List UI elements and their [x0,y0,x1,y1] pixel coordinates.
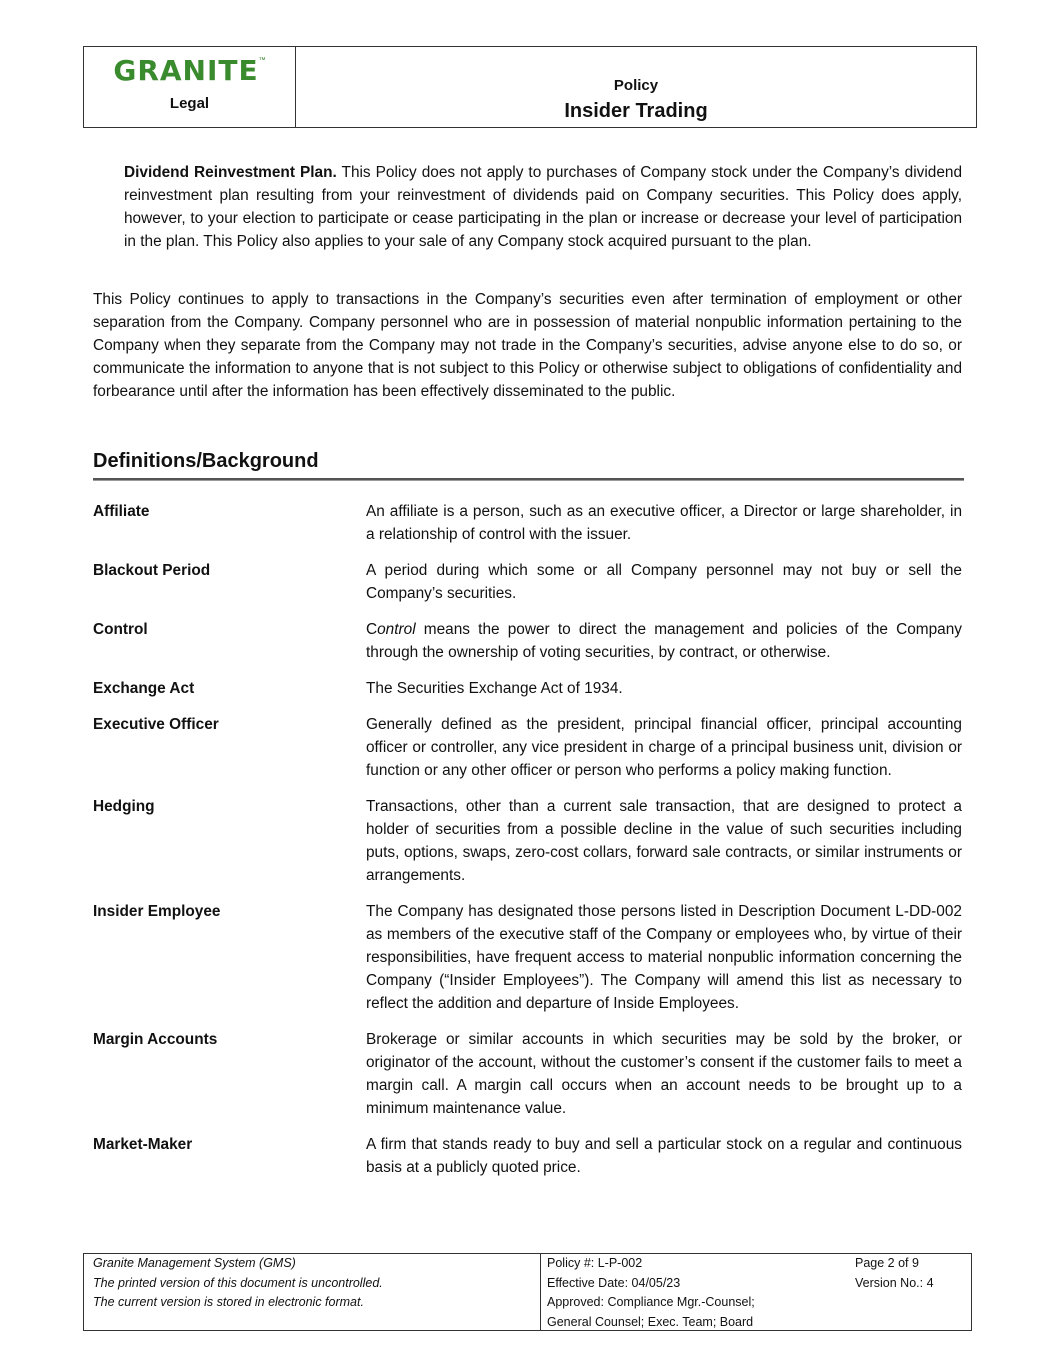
header-left-cell [84,47,296,127]
footer-approved-line2: General Counsel; Exec. Team; Board [547,1314,754,1329]
footer-policy-number: Policy #: L-P-002 [547,1256,643,1270]
footer-approved-line1: Approved: Compliance Mgr.-Counsel; [547,1295,755,1309]
paragraph-body: This Policy does not apply to purchases of Company stock under the Company’s dividend reinvestment plan resulting from your reinvestment of dividends paid on Company securities. This Policy does apply, however, to your election to participate or cease participating in the plan or increase or decrease your level of participation in the plan. This Policy also applies to your sale of any Company stock acquired pursuant to the plan. [124,164,963,250]
footer-policy-info [541,1254,855,1330]
footer-uncontrolled-note: The printed version of this document is uncontrolled. [93,1275,383,1290]
definition-text [366,618,962,664]
footer-effective-date: Effective Date: 04/05/23 [547,1275,681,1290]
definition-text: A period during which some or all Company personnel may not buy or sell the Company’s securities. [366,562,962,602]
definition-text: Transactions, other than a current sale transaction, that are designed to protect a holder of securities from a possible decline in the value of such securities including puts, options, swaps, zero-cost collars, forward sale contracts, or similar instruments or arrangements. [366,798,962,884]
definition-text: The Company has designated those persons listed in Description Document L-DD-002 as members of the executive staff of the Company or employees who, by virtue of their responsibilities, have frequent access to material nonpublic information concerning the Company (“Insider Employees”). The Company will amend this list as necessary to reflect the addition and departure of Inside Employees. [366,903,962,1012]
definition-text-prefix: C [366,621,378,638]
footer-system-info [84,1254,541,1330]
definition-text-italic: ontrol [377,621,416,638]
document-type: Policy [613,77,659,94]
document-footer [83,1253,972,1331]
definition-term: Control [93,621,148,638]
definition-term: Executive Officer [93,716,219,733]
section-heading: Definitions/Background [93,450,319,472]
logo-text: GRANITE [113,54,259,87]
document-title: Insider Trading [564,100,708,122]
section-divider [93,478,964,481]
definition-text: A firm that stands ready to buy and sell a particular stock on a regular and continuous basis at a publicly quoted price. [366,1136,962,1176]
definition-term: Insider Employee [93,903,221,920]
logo-trademark: ™ [258,57,266,64]
definition-row [93,677,962,700]
granite-logo [84,54,295,87]
definition-text: Generally defined as the president, principal financial officer, principal accounting officer or controller, any vice president in charge of a principal business unit, division or function or any other officer or person who performs a policy making function. [366,716,962,779]
footer-page-number: Page 2 of 9 [855,1256,919,1270]
definition-row [93,900,962,1015]
definition-row [93,1133,962,1179]
definition-row [93,559,962,605]
definition-term: Blackout Period [93,562,211,579]
document-header [83,46,977,128]
definition-row [93,713,962,782]
post-termination-paragraph: This Policy continues to apply to transactions in the Company’s securities even after termination of employment or other separation from the Company. Company personnel who are in possession of material nonpublic information pertaining to the Company when they separate from the Company may not trade in the Company’s securities, advise anyone else to do so, or communicate the information to anyone that is not subject to this Policy or otherwise subject to obligations of confidentiality and forbearance until after the information has been effectively disseminated to the public. [93,291,962,400]
definition-term: Market-Maker [93,1136,193,1153]
footer-version: Version No.: 4 [855,1275,934,1290]
definition-row [93,1028,962,1120]
dividend-reinvestment-paragraph [124,161,962,253]
footer-electronic-note: The current version is stored in electronic format. [93,1295,364,1309]
definition-row [93,500,962,546]
definition-text-rest: means the power to direct the management and policies of the Company through the ownership of voting securities, by contract, or otherwise. [366,621,962,661]
definition-term: Hedging [93,798,155,815]
definition-term: Margin Accounts [93,1031,218,1048]
footer-page-info [855,1254,971,1330]
definitions-list [93,500,962,1192]
paragraph-lead: Dividend Reinvestment Plan. [124,164,337,181]
definition-text: The Securities Exchange Act of 1934. [366,680,623,697]
definition-row [93,795,962,887]
definition-row [93,618,962,664]
definition-text: An affiliate is a person, such as an executive officer, a Director or large shareholder, in a relationship of control with the issuer. [366,503,962,543]
definition-term: Affiliate [93,503,150,520]
footer-system-name: Granite Management System (GMS) [93,1256,296,1270]
definition-text: Brokerage or similar accounts in which securities may be sold by the broker, or originator of the account, without the customer’s consent if the customer fails to meet a margin call. A margin call occurs when an account needs to be brought up to a minimum maintenance value. [366,1031,962,1117]
header-right-cell [296,47,976,127]
department-label: Legal [169,95,210,112]
definition-term: Exchange Act [93,680,195,697]
